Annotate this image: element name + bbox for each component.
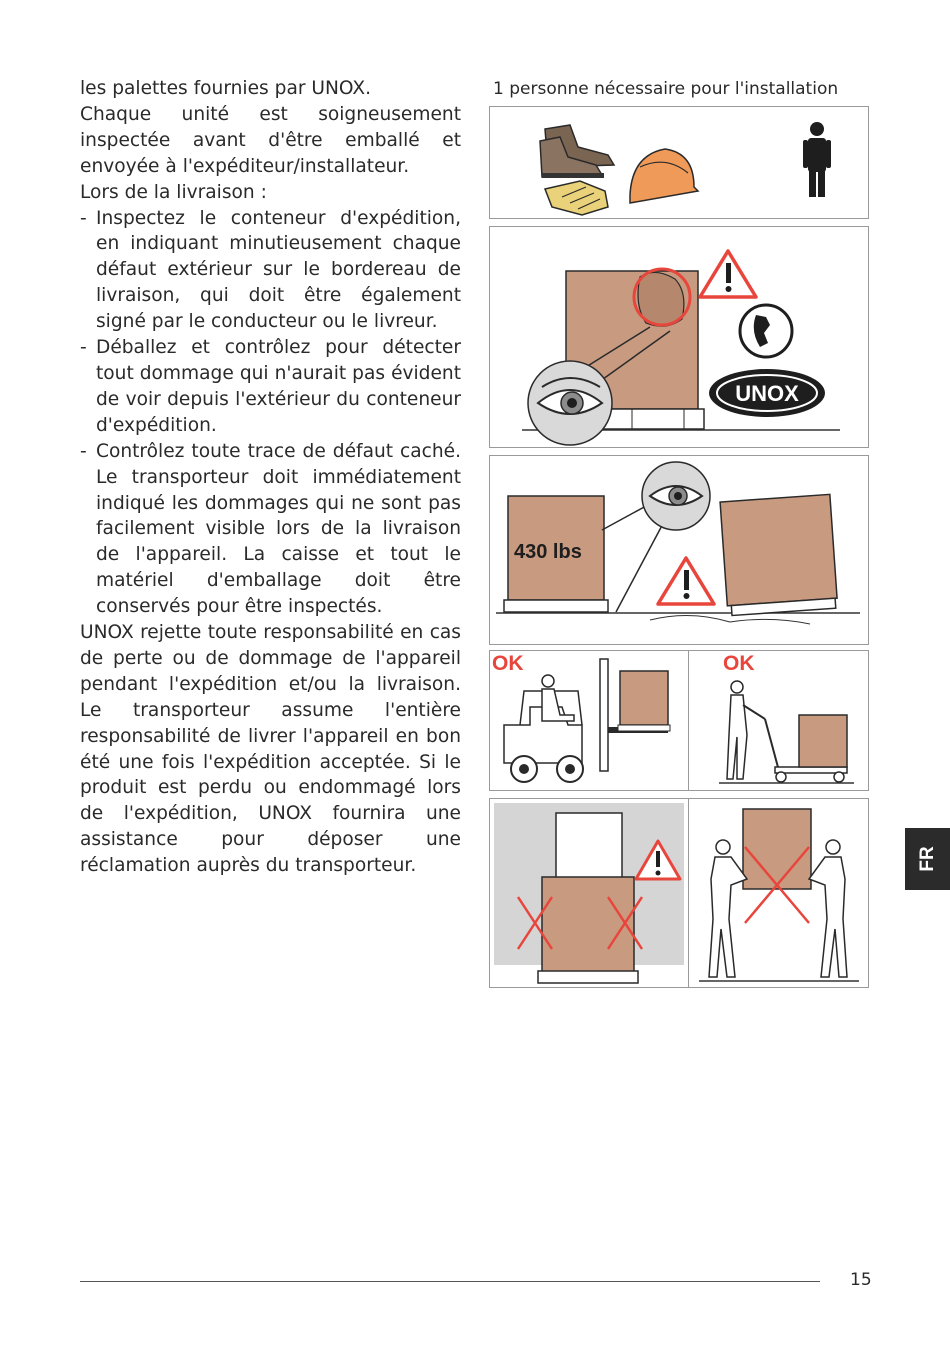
panel-no-clearance <box>489 798 689 988</box>
paragraph: Lors de la livraison : <box>80 181 267 203</box>
crate <box>620 671 668 725</box>
hard-hat-icon <box>630 149 698 203</box>
list-dash: - <box>80 207 87 229</box>
paragraph: UNOX rejette toute responsabilité en cas de perte ou de dommage de l'appareil pendant l'expédition et/ou la livraison. Le transporteur assume l'entière responsabilité de livrer l'appareil en bon été une fois l'expédition acceptée. Si le produit est perdu ou endommagé lors de l'expédition, UNOX fournira une assistance pour déposer une réclamation auprès du transporteur. <box>80 622 461 877</box>
list-dash: - <box>80 440 87 462</box>
panel-no-manual-lift <box>688 798 869 988</box>
language-tab-label: FR <box>916 846 938 872</box>
crate <box>542 877 634 975</box>
panel-weight <box>489 455 869 645</box>
figure-caption: 1 personne nécessaire pour l'installation <box>493 79 839 99</box>
unox-logo <box>709 369 825 417</box>
list-item <box>80 335 461 439</box>
ok-label: OK <box>492 652 524 675</box>
warning-icon <box>700 251 756 297</box>
person-figure <box>709 840 747 977</box>
weight-label: 430 lbs <box>514 541 582 563</box>
warning-icon <box>658 558 714 604</box>
eye-icon <box>642 462 710 530</box>
panel-inspection <box>489 226 869 448</box>
panel-pallet-jack <box>688 650 869 791</box>
list-dash: - <box>80 337 87 359</box>
list-item <box>80 439 461 620</box>
crate <box>743 809 811 889</box>
unox-logo-text: UNOX <box>735 381 799 406</box>
ok-label: OK <box>723 652 755 675</box>
person-icon <box>803 122 831 197</box>
list-item-text: Déballez et contrôlez pour détecter tout dommage qui n'aurait pas évident de voir depuis l'extérieur du conteneur d'expédition. <box>96 337 461 436</box>
list-item <box>80 206 461 336</box>
tilted-crate <box>720 494 837 605</box>
telephone-icon <box>740 305 792 357</box>
language-tab <box>905 828 950 890</box>
pallet <box>504 600 608 612</box>
footer-rule <box>80 1281 820 1282</box>
eye-icon <box>528 361 612 445</box>
paragraph: les palettes fournies par UNOX. <box>80 78 371 99</box>
crate <box>799 715 847 767</box>
work-gloves-icon <box>545 181 608 215</box>
panel-ppe <box>489 106 869 219</box>
page-number: 15 <box>850 1270 872 1290</box>
person-figure <box>809 840 847 977</box>
body-text <box>80 76 461 879</box>
list-item-text: Inspectez le conteneur d'expédition, en indiquant minutieusement chaque défaut extérieur sur le bordereau de livraison, qui doit être également signé par le conducteur ou le livreur. <box>96 207 461 333</box>
panel-forklift <box>489 650 689 791</box>
list-item-text: Contrôlez toute trace de défaut caché. Le transporteur doit immédiatement indiqué les dommages qui ne sont pas facilement visible lors de la livraison de l'appareil. La caisse et tout le matériel d'emballage doit être conservés pour être inspectés. <box>96 440 461 618</box>
safety-shoes-icon <box>540 125 614 178</box>
paragraph: Chaque unité est soigneusement inspectée avant d'être emballé et envoyée à l'expéditeur/installateur. <box>80 103 461 177</box>
